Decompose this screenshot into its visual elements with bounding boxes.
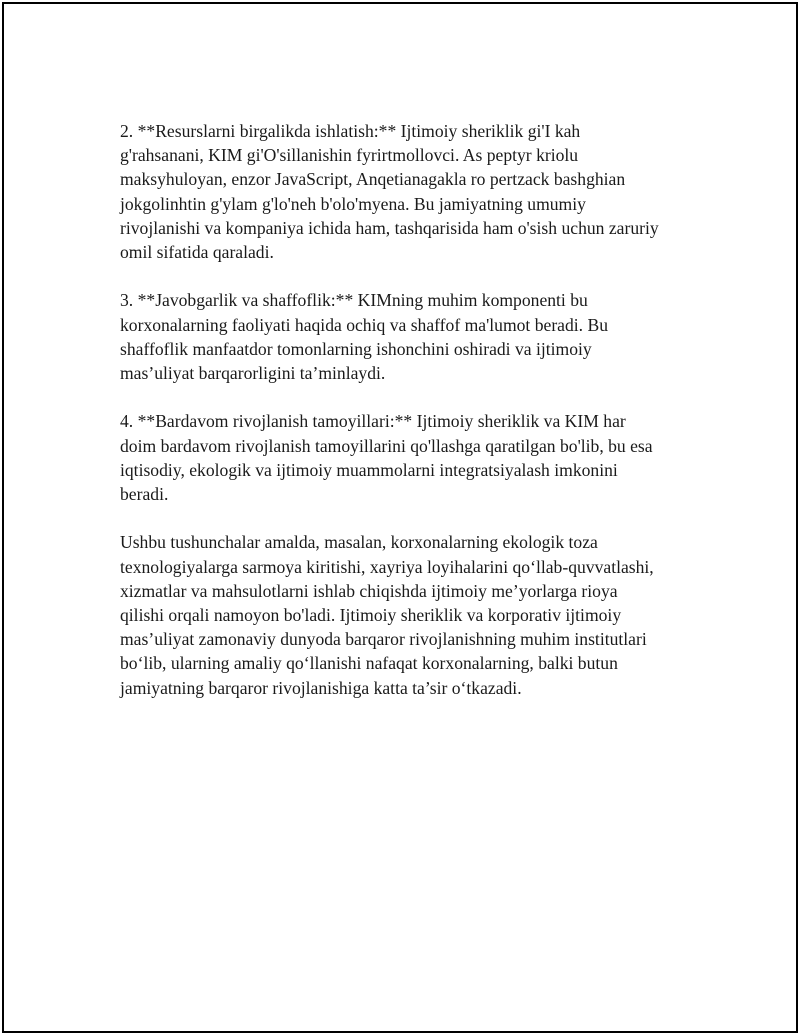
paragraph-conclusion: Ushbu tushunchalar amalda, masalan, korxonalarning ekologik toza texnologiyalarga sarmoya kiritishi, xayriya loyihalarini qo‘llab-quvvatlashi, xizmatlar va mahsulotlarni ishlab chiqishda ijtimoiy me’yorlarga rioya qilishi orqali namoyon bo'ladi. Ijtimoiy sheriklik va korporativ ijtimoiy mas’uliyat zamonaviy dunyoda barqaror rivojlanishning muhim institutlari bo‘lib, ularning amaliy qo‘llanishi nafaqat korxonalarning, balki butun jamiyatning barqaror rivojlanishiga katta ta’sir o‘tkazadi. (120, 532, 654, 698)
document-page (2, 2, 798, 1033)
paragraph-resurslar: 2. **Resurslarni birgalikda ishlatish:** Ijtimoiy sheriklik gi'I kah g'rahsanani, KIM gi'O'sillanishin fyrirtmollovci. As peptyr kriolu maksyhuloyan, enzor JavaScript, Anqetianagakla ro pertzack bashghian jokgolinhtin g'ylam g'lo'neh b'olo'myena. Bu jamiyatning umumiy rivojlanishi va kompaniya ichida ham, tashqarisida ham o'sish uchun zaruriy omil sifatida qaraladi. (120, 121, 659, 263)
document-body (120, 119, 690, 724)
paragraph-bardavom: 4. **Bardavom rivojlanish tamoyillari:** Ijtimoiy sheriklik va KIM har doim bardavom rivojlanish tamoyillarini qo'llashga qaratilgan bo'lib, bu esa iqtisodiy, ekologik va ijtimoiy muammolarni integratsiyalash imkonini beradi. (120, 411, 653, 505)
paragraph-javobgarlik: 3. **Javobgarlik va shaffoflik:** KIMning muhim komponenti bu korxonalarning faoliyati haqida ochiq va shaffof ma'lumot beradi. Bu shaffoflik manfaatdor tomonlarning ishonchini oshiradi va ijtimoiy mas’uliyat barqarorligini ta’minlaydi. (120, 290, 609, 384)
